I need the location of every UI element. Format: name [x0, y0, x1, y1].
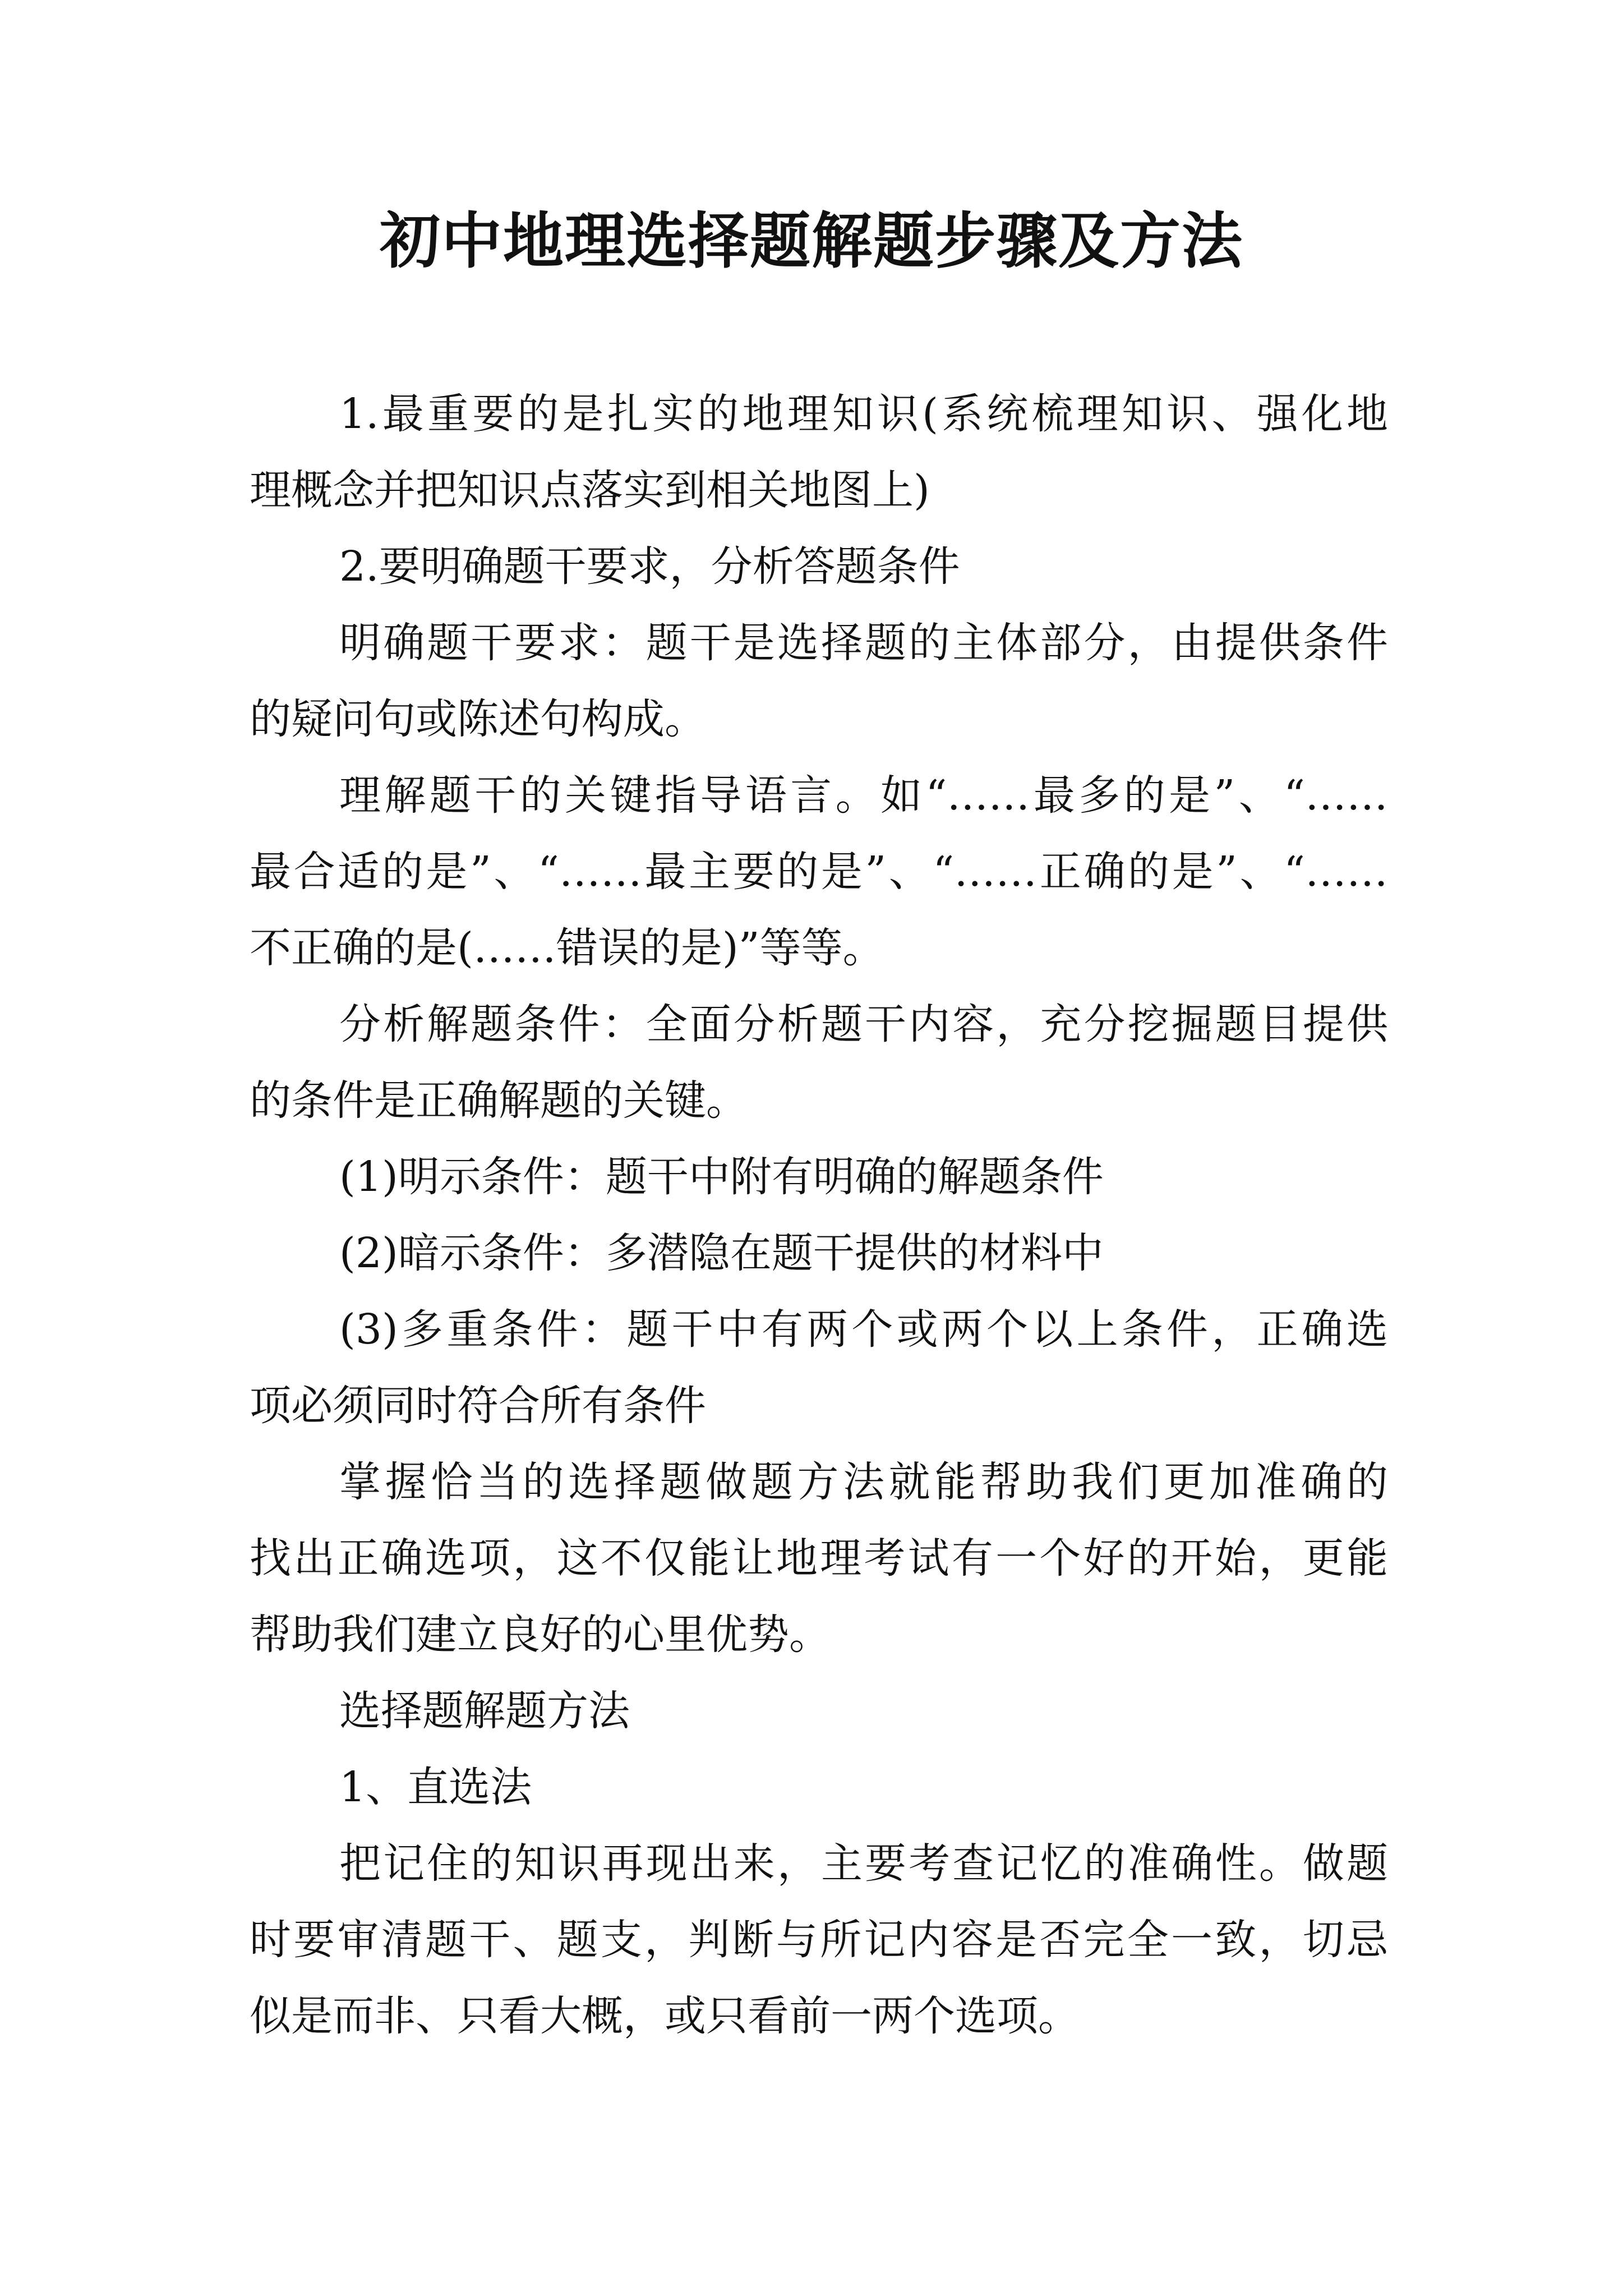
text-line: 的疑问句或陈述句构成。	[250, 695, 706, 743]
text-line: (1)明示条件：题干中附有明确的解题条件	[339, 1153, 1104, 1201]
paragraph	[250, 1444, 1388, 1673]
text-line: 理解题干的关键指导语言。如“……最多的是”、“……	[339, 771, 1388, 820]
paragraph	[250, 757, 1388, 986]
text-line: 不正确的是(……错误的是)”等等。	[250, 924, 884, 972]
paragraph	[250, 528, 1388, 605]
text-line: 的条件是正确解题的关键。	[250, 1076, 748, 1125]
text-line: 2.要明确题干要求，分析答题条件	[339, 542, 960, 591]
document-title: 初中地理选择题解题步骤及方法	[379, 206, 1243, 277]
paragraph	[250, 1139, 1388, 1215]
text-line: (3)多重条件：题干中有两个或两个以上条件，正确选	[339, 1305, 1388, 1354]
paragraph	[250, 605, 1388, 757]
text-line: 时要审清题干、题支，判断与所记内容是否完全一致，切忌	[250, 1916, 1388, 1964]
text-line: 选择题解题方法	[339, 1687, 630, 1735]
text-line: 分析解题条件：全面分析题干内容，充分挖掘题目提供	[339, 1000, 1388, 1048]
text-line: 项必须同时符合所有条件	[250, 1382, 706, 1430]
text-line: 最合适的是”、“……最主要的是”、“……正确的是”、“……	[250, 848, 1388, 896]
document-body	[250, 376, 1388, 2054]
paragraph	[250, 1825, 1388, 2054]
text-line: 理概念并把知识点落实到相关地图上)	[250, 466, 930, 514]
paragraph	[250, 1291, 1388, 1444]
paragraph	[250, 376, 1388, 528]
text-line: 帮助我们建立良好的心里优势。	[250, 1611, 831, 1659]
paragraph	[250, 986, 1388, 1139]
text-line: 明确题干要求：题干是选择题的主体部分，由提供条件	[339, 619, 1388, 667]
text-line: (2)暗示条件：多潜隐在题干提供的材料中	[339, 1229, 1104, 1277]
text-line: 1、直选法	[339, 1763, 532, 1811]
text-line: 1.最重要的是扎实的地理知识(系统梳理知识、强化地	[339, 390, 1388, 438]
paragraph	[250, 1215, 1388, 1291]
text-line: 找出正确选项，这不仅能让地理考试有一个好的开始，更能	[250, 1534, 1388, 1582]
text-line: 掌握恰当的选择题做题方法就能帮助我们更加准确的	[339, 1458, 1388, 1506]
subsection-heading	[250, 1749, 1388, 1825]
text-line: 把记住的知识再现出来，主要考查记忆的准确性。做题	[339, 1839, 1388, 1888]
section-heading	[250, 1673, 1388, 1749]
text-line: 似是而非、只看大概，或只看前一两个选项。	[250, 1992, 1080, 2040]
